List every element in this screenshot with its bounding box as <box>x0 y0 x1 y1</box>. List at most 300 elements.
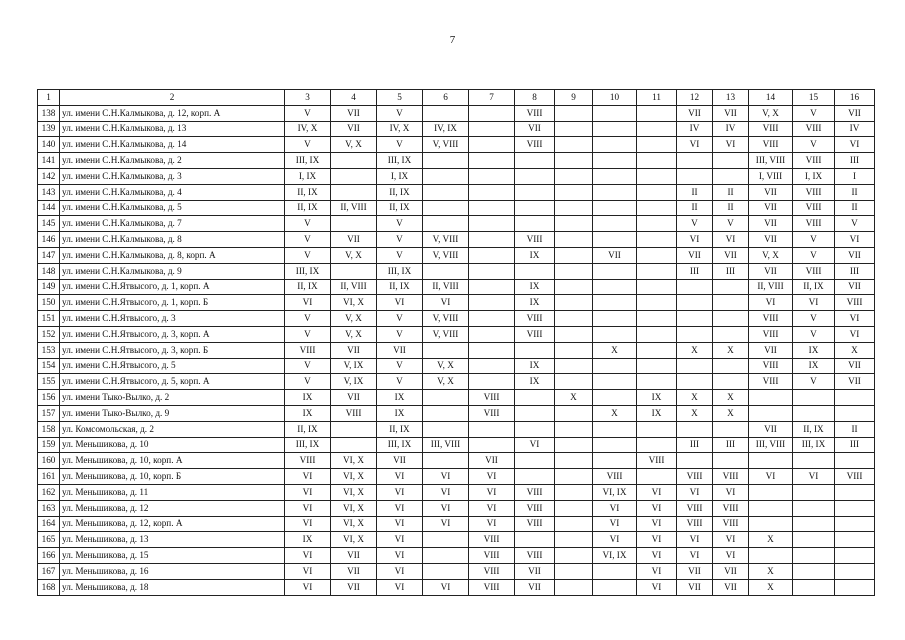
value-cell: VI <box>593 532 637 548</box>
value-cell <box>793 532 835 548</box>
value-cell <box>677 311 713 327</box>
value-cell: V, VIII <box>423 326 469 342</box>
value-cell <box>555 153 593 169</box>
value-cell: III <box>835 153 875 169</box>
value-cell: VI <box>637 579 677 595</box>
value-cell <box>677 326 713 342</box>
value-cell: VIII <box>793 263 835 279</box>
value-cell: VII <box>749 342 793 358</box>
value-cell: VII <box>515 121 555 137</box>
value-cell <box>637 342 677 358</box>
value-cell: VI <box>377 295 423 311</box>
header-cell: 1 <box>38 90 60 106</box>
value-cell: VI, X <box>331 500 377 516</box>
address-cell: ул. Меньшикова, д. 11 <box>60 484 285 500</box>
table-row <box>38 484 875 500</box>
value-cell: II, IX <box>285 421 331 437</box>
value-cell: VI <box>835 326 875 342</box>
value-cell: VI <box>637 563 677 579</box>
value-cell: VI <box>713 137 749 153</box>
row-number-cell: 165 <box>38 532 60 548</box>
value-cell: V, X <box>749 105 793 121</box>
address-cell: ул. имени С.Н.Калмыкова, д. 7 <box>60 216 285 232</box>
value-cell: VI <box>793 469 835 485</box>
value-cell: VII <box>593 247 637 263</box>
value-cell <box>423 548 469 564</box>
value-cell: VIII <box>469 405 515 421</box>
table-row <box>38 137 875 153</box>
value-cell: IV, X <box>285 121 331 137</box>
value-cell: IV, X <box>377 121 423 137</box>
value-cell <box>423 405 469 421</box>
value-cell: IX <box>793 342 835 358</box>
value-cell: X <box>677 390 713 406</box>
value-cell <box>593 105 637 121</box>
address-table <box>37 89 875 596</box>
value-cell <box>637 184 677 200</box>
value-cell <box>515 184 555 200</box>
row-number-cell: 149 <box>38 279 60 295</box>
value-cell: VII <box>713 247 749 263</box>
value-cell <box>793 548 835 564</box>
value-cell <box>637 232 677 248</box>
value-cell <box>555 263 593 279</box>
address-cell: ул. имени С.Н.Ятвысого, д. 5 <box>60 358 285 374</box>
value-cell <box>713 153 749 169</box>
header-cell: 4 <box>331 90 377 106</box>
value-cell: VI, X <box>331 295 377 311</box>
value-cell: VI <box>637 516 677 532</box>
table-row <box>38 295 875 311</box>
address-cell: ул. имени С.Н.Калмыкова, д. 14 <box>60 137 285 153</box>
table-row <box>38 121 875 137</box>
table-row <box>38 437 875 453</box>
address-cell: ул. имени С.Н.Калмыкова, д. 8 <box>60 232 285 248</box>
value-cell: IV <box>677 121 713 137</box>
value-cell <box>331 421 377 437</box>
value-cell: V, VIII <box>423 311 469 327</box>
address-cell: ул. имени С.Н.Ятвысого, д. 3, корп. Б <box>60 342 285 358</box>
value-cell: VI <box>377 532 423 548</box>
value-cell <box>555 453 593 469</box>
value-cell: IV <box>713 121 749 137</box>
row-number-cell: 163 <box>38 500 60 516</box>
value-cell: V <box>713 216 749 232</box>
value-cell: IX <box>637 405 677 421</box>
value-cell <box>637 326 677 342</box>
value-cell <box>555 484 593 500</box>
value-cell: V <box>793 105 835 121</box>
value-cell <box>469 216 515 232</box>
table-row <box>38 216 875 232</box>
value-cell: VII <box>713 579 749 595</box>
row-number-cell: 148 <box>38 263 60 279</box>
value-cell <box>423 105 469 121</box>
value-cell: VI <box>423 500 469 516</box>
value-cell: V, VIII <box>423 247 469 263</box>
row-number-cell: 146 <box>38 232 60 248</box>
value-cell: V <box>285 232 331 248</box>
table-row <box>38 200 875 216</box>
value-cell: VIII <box>515 326 555 342</box>
table-row <box>38 579 875 595</box>
value-cell <box>469 295 515 311</box>
table-row <box>38 358 875 374</box>
value-cell <box>593 453 637 469</box>
address-cell: ул. имени С.Н.Калмыкова, д. 8, корп. А <box>60 247 285 263</box>
value-cell: X <box>749 532 793 548</box>
value-cell: V <box>793 247 835 263</box>
value-cell <box>749 453 793 469</box>
value-cell: VI <box>637 500 677 516</box>
value-cell <box>593 279 637 295</box>
value-cell: III, IX <box>377 153 423 169</box>
value-cell: VIII <box>515 548 555 564</box>
value-cell <box>793 390 835 406</box>
value-cell <box>835 548 875 564</box>
row-number-cell: 160 <box>38 453 60 469</box>
value-cell: VI, X <box>331 453 377 469</box>
value-cell: VII <box>749 421 793 437</box>
value-cell: VI <box>469 500 515 516</box>
value-cell: VII <box>835 358 875 374</box>
value-cell: VI <box>423 484 469 500</box>
value-cell <box>793 453 835 469</box>
value-cell: X <box>593 342 637 358</box>
value-cell <box>423 184 469 200</box>
table-row <box>38 168 875 184</box>
value-cell: VII <box>835 374 875 390</box>
value-cell: II, IX <box>377 279 423 295</box>
value-cell <box>835 390 875 406</box>
value-cell: X <box>713 342 749 358</box>
value-cell <box>555 500 593 516</box>
value-cell: III <box>835 437 875 453</box>
value-cell: II, VIII <box>331 279 377 295</box>
header-cell: 14 <box>749 90 793 106</box>
value-cell: II <box>677 200 713 216</box>
value-cell: VIII <box>515 232 555 248</box>
table-body <box>38 90 875 596</box>
value-cell <box>469 437 515 453</box>
value-cell: VI, X <box>331 532 377 548</box>
value-cell <box>637 469 677 485</box>
value-cell <box>835 532 875 548</box>
value-cell: VI <box>285 484 331 500</box>
value-cell <box>637 421 677 437</box>
address-cell: ул. имени С.Н.Калмыкова, д. 12, корп. А <box>60 105 285 121</box>
value-cell <box>469 184 515 200</box>
value-cell: VIII <box>637 453 677 469</box>
value-cell: VI <box>793 295 835 311</box>
value-cell: V <box>835 216 875 232</box>
value-cell <box>423 263 469 279</box>
value-cell: V <box>285 247 331 263</box>
value-cell <box>469 358 515 374</box>
value-cell: VIII <box>793 184 835 200</box>
row-number-cell: 167 <box>38 563 60 579</box>
value-cell: VIII <box>515 500 555 516</box>
value-cell: X <box>593 405 637 421</box>
value-cell: VII <box>377 342 423 358</box>
value-cell: VIII <box>793 200 835 216</box>
value-cell: VIII <box>469 548 515 564</box>
value-cell <box>469 279 515 295</box>
value-cell <box>555 358 593 374</box>
table-row <box>38 421 875 437</box>
value-cell: VII <box>713 563 749 579</box>
value-cell <box>677 168 713 184</box>
value-cell: VI, IX <box>593 484 637 500</box>
value-cell: VI <box>677 137 713 153</box>
value-cell: VII <box>835 279 875 295</box>
value-cell <box>469 263 515 279</box>
value-cell: VI <box>637 532 677 548</box>
value-cell <box>593 121 637 137</box>
value-cell <box>637 216 677 232</box>
value-cell <box>469 232 515 248</box>
value-cell <box>793 484 835 500</box>
value-cell: VI, X <box>331 469 377 485</box>
value-cell: VI <box>835 137 875 153</box>
value-cell <box>793 516 835 532</box>
header-cell: 15 <box>793 90 835 106</box>
value-cell <box>515 263 555 279</box>
value-cell: V, VIII <box>423 232 469 248</box>
table-row <box>38 390 875 406</box>
header-cell: 5 <box>377 90 423 106</box>
value-cell: V <box>377 374 423 390</box>
value-cell: V <box>793 374 835 390</box>
value-cell <box>515 405 555 421</box>
value-cell: V, X <box>749 247 793 263</box>
value-cell <box>637 374 677 390</box>
value-cell <box>593 311 637 327</box>
value-cell: VIII <box>469 579 515 595</box>
row-number-cell: 143 <box>38 184 60 200</box>
address-cell: ул. имени С.Н.Калмыкова, д. 4 <box>60 184 285 200</box>
value-cell: V <box>377 358 423 374</box>
header-cell: 11 <box>637 90 677 106</box>
value-cell: VI <box>713 532 749 548</box>
value-cell: II, IX <box>793 421 835 437</box>
value-cell: VI <box>285 563 331 579</box>
header-cell: 2 <box>60 90 285 106</box>
value-cell: I, IX <box>377 168 423 184</box>
value-cell <box>515 453 555 469</box>
value-cell <box>515 342 555 358</box>
value-cell: V <box>285 374 331 390</box>
value-cell: VIII <box>515 484 555 500</box>
value-cell: VIII <box>835 295 875 311</box>
value-cell <box>637 437 677 453</box>
row-number-cell: 144 <box>38 200 60 216</box>
value-cell <box>637 279 677 295</box>
value-cell <box>555 168 593 184</box>
address-cell: ул. имени С.Н.Ятвысого, д. 3 <box>60 311 285 327</box>
value-cell: VII <box>331 342 377 358</box>
address-cell: ул. Меньшикова, д. 12, корп. А <box>60 516 285 532</box>
value-cell: V <box>285 311 331 327</box>
value-cell: VIII <box>749 374 793 390</box>
row-number-cell: 156 <box>38 390 60 406</box>
row-number-cell: 140 <box>38 137 60 153</box>
value-cell: VIII <box>749 311 793 327</box>
address-cell: ул. Меньшикова, д. 13 <box>60 532 285 548</box>
row-number-cell: 147 <box>38 247 60 263</box>
value-cell: VIII <box>835 469 875 485</box>
value-cell: II, VIII <box>423 279 469 295</box>
value-cell: V, X <box>423 374 469 390</box>
value-cell <box>749 548 793 564</box>
value-cell <box>469 121 515 137</box>
value-cell <box>469 200 515 216</box>
value-cell: VI <box>515 437 555 453</box>
table-row <box>38 469 875 485</box>
row-number-cell: 145 <box>38 216 60 232</box>
value-cell: VIII <box>331 405 377 421</box>
value-cell: VI <box>835 311 875 327</box>
value-cell <box>749 500 793 516</box>
value-cell <box>677 421 713 437</box>
value-cell <box>555 405 593 421</box>
row-number-cell: 157 <box>38 405 60 421</box>
value-cell <box>835 516 875 532</box>
value-cell <box>793 500 835 516</box>
value-cell: II <box>677 184 713 200</box>
address-cell: ул. имени С.Н.Калмыкова, д. 13 <box>60 121 285 137</box>
value-cell <box>423 453 469 469</box>
table-row <box>38 548 875 564</box>
value-cell: VII <box>677 563 713 579</box>
value-cell <box>555 184 593 200</box>
value-cell: VIII <box>749 137 793 153</box>
value-cell: IX <box>515 358 555 374</box>
value-cell <box>555 563 593 579</box>
value-cell: VI <box>377 548 423 564</box>
address-cell: ул. имени С.Н.Ятвысого, д. 1, корп. Б <box>60 295 285 311</box>
value-cell <box>331 168 377 184</box>
value-cell <box>469 153 515 169</box>
value-cell <box>555 532 593 548</box>
value-cell <box>555 247 593 263</box>
value-cell: VIII <box>677 516 713 532</box>
value-cell: V, X <box>331 247 377 263</box>
value-cell: VI <box>377 579 423 595</box>
value-cell <box>469 342 515 358</box>
value-cell: VII <box>331 232 377 248</box>
value-cell <box>713 168 749 184</box>
value-cell <box>555 311 593 327</box>
table-row <box>38 247 875 263</box>
address-cell: ул. имени С.Н.Ятвысого, д. 1, корп. А <box>60 279 285 295</box>
value-cell <box>637 247 677 263</box>
value-cell <box>677 295 713 311</box>
value-cell: VIII <box>515 105 555 121</box>
value-cell: VII <box>469 453 515 469</box>
value-cell <box>713 358 749 374</box>
value-cell <box>423 563 469 579</box>
value-cell: V <box>377 311 423 327</box>
value-cell <box>469 326 515 342</box>
value-cell <box>637 153 677 169</box>
value-cell: VII <box>713 105 749 121</box>
value-cell: V <box>377 105 423 121</box>
value-cell <box>555 137 593 153</box>
value-cell: III, VIII <box>749 437 793 453</box>
value-cell <box>793 563 835 579</box>
value-cell: VI <box>469 484 515 500</box>
value-cell: VIII <box>469 563 515 579</box>
table-row <box>38 184 875 200</box>
value-cell <box>593 263 637 279</box>
table-row <box>38 532 875 548</box>
value-cell <box>593 437 637 453</box>
value-cell <box>555 579 593 595</box>
value-cell: III, IX <box>377 263 423 279</box>
value-cell: V, IX <box>331 374 377 390</box>
value-cell <box>713 279 749 295</box>
address-cell: ул. имени Тыко-Вылко, д. 2 <box>60 390 285 406</box>
value-cell: II, IX <box>377 421 423 437</box>
value-cell: VI <box>713 484 749 500</box>
value-cell: VII <box>749 232 793 248</box>
value-cell: VI <box>377 563 423 579</box>
value-cell: VIII <box>469 390 515 406</box>
value-cell: IX <box>515 279 555 295</box>
value-cell <box>677 153 713 169</box>
value-cell: VI <box>285 500 331 516</box>
address-cell: ул. Меньшикова, д. 12 <box>60 500 285 516</box>
value-cell <box>593 358 637 374</box>
header-cell: 12 <box>677 90 713 106</box>
value-cell: III, VIII <box>423 437 469 453</box>
value-cell: IX <box>377 405 423 421</box>
row-number-cell: 162 <box>38 484 60 500</box>
value-cell: VII <box>749 200 793 216</box>
value-cell: VIII <box>515 137 555 153</box>
value-cell <box>331 153 377 169</box>
value-cell: VI <box>593 500 637 516</box>
value-cell: X <box>677 405 713 421</box>
value-cell: VIII <box>677 500 713 516</box>
value-cell <box>555 374 593 390</box>
value-cell <box>637 200 677 216</box>
value-cell <box>713 421 749 437</box>
value-cell <box>469 137 515 153</box>
value-cell: II, IX <box>285 279 331 295</box>
table-row <box>38 405 875 421</box>
value-cell <box>835 484 875 500</box>
value-cell: III <box>713 263 749 279</box>
value-cell: X <box>749 563 793 579</box>
value-cell: VI <box>377 484 423 500</box>
value-cell: VI, IX <box>593 548 637 564</box>
value-cell <box>637 137 677 153</box>
header-row <box>38 90 875 106</box>
value-cell <box>555 326 593 342</box>
value-cell: V <box>285 216 331 232</box>
value-cell <box>593 295 637 311</box>
value-cell: V, VIII <box>423 137 469 153</box>
value-cell: VI <box>377 500 423 516</box>
value-cell: VII <box>835 247 875 263</box>
value-cell <box>555 232 593 248</box>
value-cell <box>749 405 793 421</box>
value-cell <box>423 153 469 169</box>
table-row <box>38 311 875 327</box>
value-cell: V <box>377 232 423 248</box>
